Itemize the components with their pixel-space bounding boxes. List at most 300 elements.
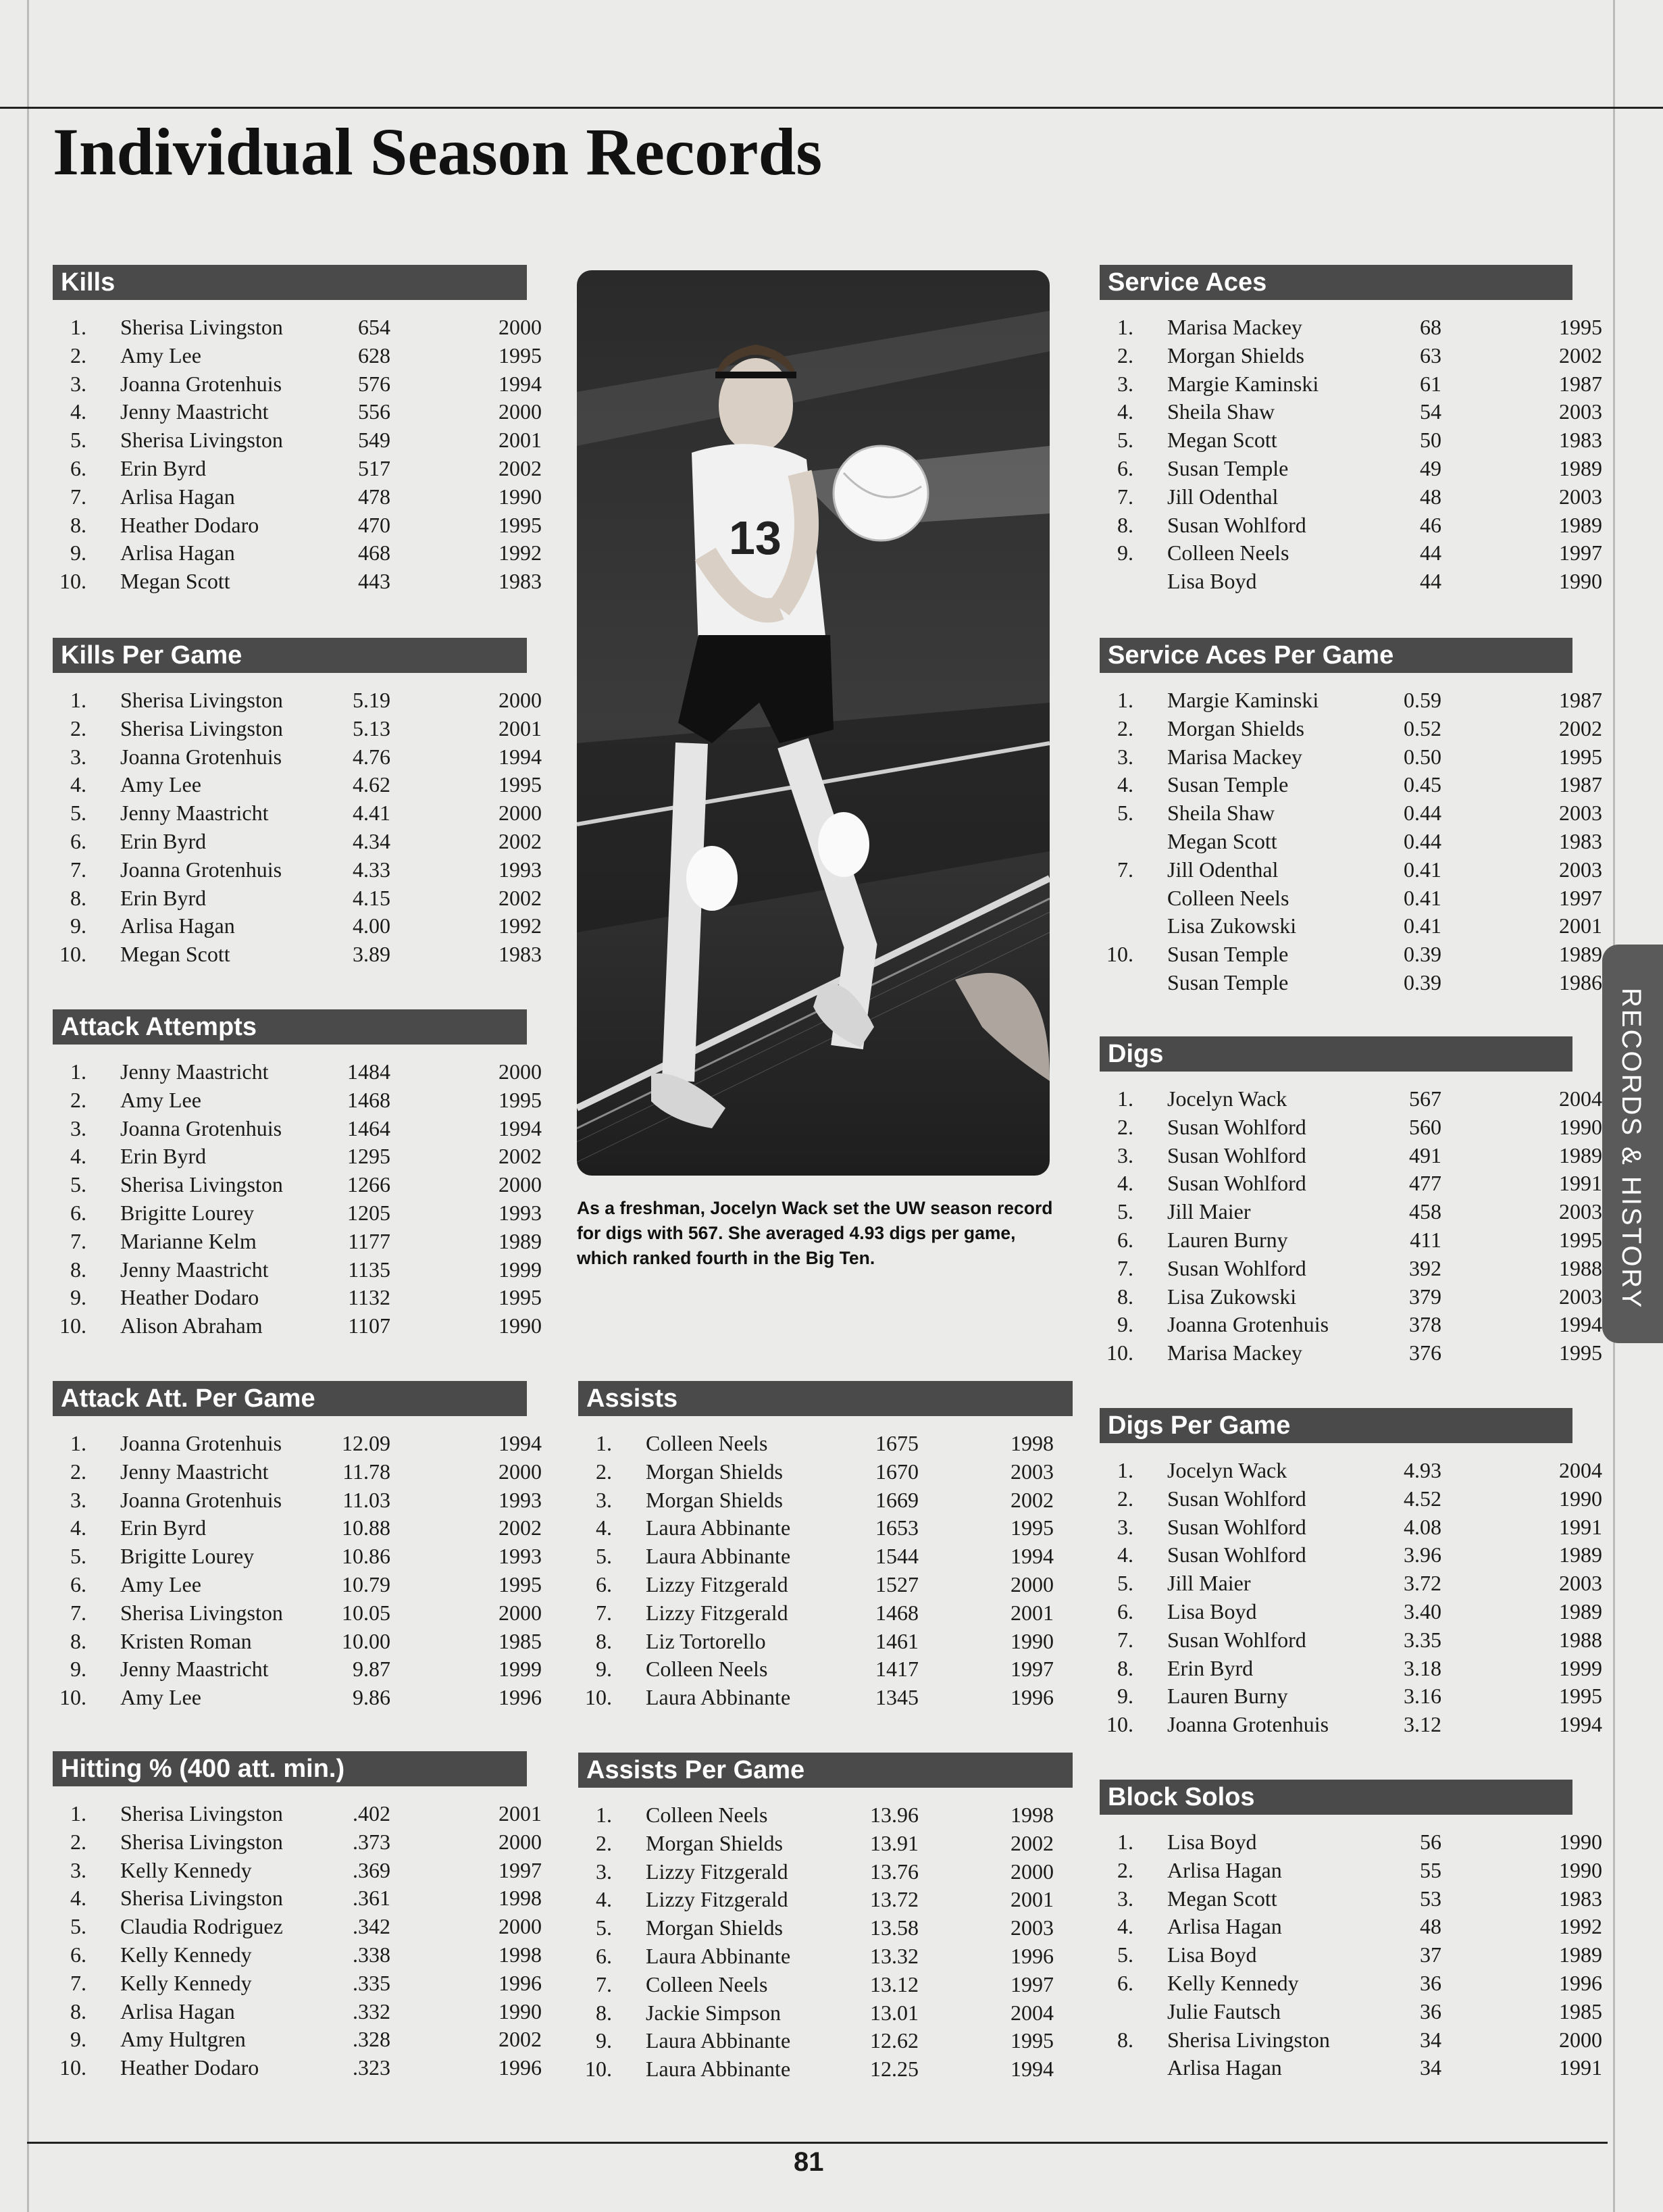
record-row xyxy=(578,1830,1073,1858)
player-name: Morgan Shields xyxy=(646,1915,783,1940)
rank-number: 5. xyxy=(1117,1571,1133,1596)
rank-number: 9. xyxy=(1117,1312,1133,1337)
rank-number: 5. xyxy=(70,1172,86,1197)
record-row xyxy=(53,1857,542,1885)
rank-number: 1. xyxy=(1117,315,1133,339)
record-year: 1990 xyxy=(498,1999,542,2024)
record-value: .332 xyxy=(353,1999,390,2024)
player-name: Arlisa Hagan xyxy=(120,913,235,938)
player-name: Sherisa Livingston xyxy=(1167,2027,1330,2052)
rank-number: 10. xyxy=(59,1685,86,1710)
record-year: 1996 xyxy=(498,2055,542,2080)
record-row xyxy=(1100,1085,1602,1113)
record-list xyxy=(578,1801,1073,2084)
record-list xyxy=(53,1430,542,1712)
rank-number: 7. xyxy=(70,1970,86,1995)
record-value: 11.78 xyxy=(342,1459,390,1484)
player-name: Susan Temple xyxy=(1167,942,1289,967)
player-name: Megan Scott xyxy=(1167,828,1277,853)
record-year: 2004 xyxy=(1559,1086,1602,1111)
record-row xyxy=(1100,1655,1602,1683)
record-year: 2003 xyxy=(1559,399,1602,424)
rank-number: 10. xyxy=(585,1685,612,1710)
player-photo xyxy=(577,270,1050,1176)
record-year: 1995 xyxy=(1559,1684,1602,1709)
record-row xyxy=(53,1115,542,1143)
record-row xyxy=(53,2026,542,2054)
record-value: 46 xyxy=(1420,512,1441,537)
rank-number: 8. xyxy=(1117,1655,1133,1680)
record-year: 1996 xyxy=(1559,1970,1602,1995)
record-row xyxy=(1100,1339,1602,1367)
record-value: 10.86 xyxy=(342,1544,390,1569)
record-year: 1994 xyxy=(1559,1712,1602,1737)
svg-text:13: 13 xyxy=(729,511,782,564)
record-row xyxy=(53,455,542,483)
player-name: Susan Wohlford xyxy=(1167,1542,1306,1567)
record-value: 556 xyxy=(358,399,390,424)
record-row xyxy=(1100,2054,1602,2082)
player-name: Jill Maier xyxy=(1167,1571,1251,1596)
record-value: 478 xyxy=(358,484,390,509)
record-value: 0.41 xyxy=(1404,857,1441,882)
record-year: 1995 xyxy=(498,1285,542,1310)
record-value: .342 xyxy=(353,1914,390,1939)
record-year: 2002 xyxy=(1559,715,1602,740)
record-value: .328 xyxy=(353,2027,390,2052)
record-row xyxy=(1100,342,1602,370)
rank-number: 1. xyxy=(70,315,86,339)
record-row xyxy=(1100,1598,1602,1626)
record-year: 1991 xyxy=(1559,1171,1602,1196)
rank-number: 5. xyxy=(70,1914,86,1939)
record-year: 2001 xyxy=(498,715,542,740)
record-value: 491 xyxy=(1409,1142,1441,1167)
rank-number: 9. xyxy=(596,2028,612,2053)
record-value: 68 xyxy=(1420,315,1441,339)
rank-number: 1. xyxy=(70,1059,86,1084)
record-value: 0.41 xyxy=(1404,885,1441,910)
player-name: Joanna Grotenhuis xyxy=(120,857,282,882)
photo-caption: As a freshman, Jocelyn Wack set the UW season record for digs with 567. She averaged 4.93 digs per game, which ranked fourth in the Big Ten. xyxy=(577,1198,1053,1268)
record-row xyxy=(578,1655,1073,1684)
player-name: Lizzy Fitzgerald xyxy=(646,1572,788,1597)
player-name: Erin Byrd xyxy=(120,455,207,480)
record-row xyxy=(53,1599,542,1628)
record-value: 1135 xyxy=(348,1257,390,1282)
section-attack-attempts xyxy=(53,1009,542,1340)
record-row xyxy=(53,1142,542,1171)
rank-number: 3. xyxy=(596,1487,612,1512)
player-name: Susan Temple xyxy=(1167,970,1289,995)
record-value: 13.58 xyxy=(870,1915,919,1940)
record-row xyxy=(578,1571,1073,1599)
rank-number: 8. xyxy=(1117,1284,1133,1309)
rank-number: 8. xyxy=(1117,512,1133,537)
record-year: 2000 xyxy=(1010,1572,1054,1597)
record-value: 1468 xyxy=(347,1087,390,1112)
player-name: Susan Wohlford xyxy=(1167,1171,1306,1196)
player-name: Sheila Shaw xyxy=(1167,399,1275,424)
record-year: 2002 xyxy=(498,1515,542,1540)
rank-number: 8. xyxy=(70,512,86,537)
rank-number: 2. xyxy=(70,715,86,740)
record-row xyxy=(1100,511,1602,540)
record-value: .335 xyxy=(353,1970,390,1995)
record-row xyxy=(53,1571,542,1599)
player-name: Susan Wohlford xyxy=(1167,1514,1306,1539)
section-assists xyxy=(578,1381,1073,1712)
rank-number: 5. xyxy=(1117,428,1133,453)
record-year: 1986 xyxy=(1559,970,1602,995)
record-list xyxy=(1100,1828,1602,2082)
record-value: 13.12 xyxy=(870,1971,919,1996)
rank-number: 5. xyxy=(1117,801,1133,826)
record-year: 1995 xyxy=(498,772,542,797)
record-year: 1997 xyxy=(1010,1657,1054,1682)
record-year: 2000 xyxy=(498,1914,542,1939)
rank-number: 4. xyxy=(1117,1542,1133,1567)
page-number: 81 xyxy=(794,2147,824,2177)
player-name: Morgan Shields xyxy=(1167,343,1304,368)
section-title: Digs xyxy=(1100,1036,1572,1072)
rank-number: 6. xyxy=(596,1943,612,1968)
player-name: Megan Scott xyxy=(120,569,230,594)
record-row xyxy=(53,1998,542,2026)
player-name: Joanna Grotenhuis xyxy=(120,371,282,396)
record-value: 0.44 xyxy=(1404,828,1441,853)
rank-number: 2. xyxy=(596,1459,612,1484)
player-name: Erin Byrd xyxy=(120,1144,207,1169)
record-year: 2003 xyxy=(1559,1199,1602,1224)
record-value: 1266 xyxy=(347,1172,390,1197)
record-year: 1988 xyxy=(1559,1255,1602,1280)
record-value: 576 xyxy=(358,371,390,396)
rank-number: 3. xyxy=(1117,1142,1133,1167)
rank-number: 10. xyxy=(59,942,86,967)
record-row xyxy=(1100,1885,1602,1913)
record-value: 1177 xyxy=(348,1228,390,1253)
rank-number: 7. xyxy=(1117,1627,1133,1652)
record-value: 1669 xyxy=(875,1487,919,1512)
record-year: 2003 xyxy=(1559,484,1602,509)
player-name: Jill Odenthal xyxy=(1167,857,1279,882)
record-row xyxy=(53,1256,542,1284)
record-row xyxy=(578,1684,1073,1712)
player-name: Jackie Simpson xyxy=(646,2000,781,2025)
record-value: 3.12 xyxy=(1404,1712,1441,1737)
record-value: 470 xyxy=(358,512,390,537)
record-year: 2000 xyxy=(498,1829,542,1854)
record-value: 34 xyxy=(1420,2027,1441,2052)
player-name: Megan Scott xyxy=(1167,1886,1277,1911)
record-year: 2002 xyxy=(498,455,542,480)
rank-number: 2. xyxy=(70,343,86,368)
rank-number: 7. xyxy=(70,1600,86,1625)
rank-number: 9. xyxy=(1117,1684,1133,1709)
record-value: 376 xyxy=(1409,1340,1441,1365)
rank-number: 7. xyxy=(1117,857,1133,882)
section-title: Assists xyxy=(578,1381,1073,1416)
record-row xyxy=(53,1913,542,1941)
record-row xyxy=(1100,828,1602,856)
record-value: 477 xyxy=(1409,1171,1441,1196)
record-row xyxy=(53,1969,542,1998)
record-value: .361 xyxy=(353,1886,390,1911)
record-year: 2003 xyxy=(1010,1915,1054,1940)
player-name: Erin Byrd xyxy=(120,828,207,853)
record-row xyxy=(1100,743,1602,772)
rank-number: 2. xyxy=(1117,1857,1133,1882)
record-year: 1996 xyxy=(498,1970,542,1995)
rank-number: 1. xyxy=(596,1803,612,1827)
player-name: Arlisa Hagan xyxy=(1167,2055,1282,2080)
record-year: 2002 xyxy=(1010,1487,1054,1512)
player-name: Kelly Kennedy xyxy=(1167,1970,1299,1995)
footer-rule xyxy=(27,2142,1608,2144)
rank-number: 1. xyxy=(70,688,86,712)
record-year: 1997 xyxy=(1010,1971,1054,1996)
rank-number: 10. xyxy=(59,569,86,594)
record-value: 458 xyxy=(1409,1199,1441,1224)
record-year: 1999 xyxy=(1559,1655,1602,1680)
record-value: 48 xyxy=(1420,484,1441,509)
record-year: 1989 xyxy=(1559,1942,1602,1967)
record-row xyxy=(1100,370,1602,399)
record-row xyxy=(53,313,542,342)
rank-number: 8. xyxy=(70,1999,86,2024)
record-year: 1995 xyxy=(498,1572,542,1597)
player-name: Erin Byrd xyxy=(1167,1655,1254,1680)
record-value: 560 xyxy=(1409,1114,1441,1139)
record-value: 0.52 xyxy=(1404,715,1441,740)
player-name: Susan Wohlford xyxy=(1167,1114,1306,1139)
record-year: 1983 xyxy=(1559,428,1602,453)
record-row xyxy=(53,856,542,884)
rank-number: 5. xyxy=(1117,1199,1133,1224)
record-value: 10.05 xyxy=(342,1600,390,1625)
record-row xyxy=(53,1458,542,1486)
record-row xyxy=(53,1514,542,1542)
record-value: 3.72 xyxy=(1404,1571,1441,1596)
record-row xyxy=(1100,1682,1602,1711)
record-row xyxy=(53,1884,542,1913)
record-year: 1983 xyxy=(1559,828,1602,853)
record-row xyxy=(1100,1311,1602,1339)
record-year: 1991 xyxy=(1559,2055,1602,2080)
record-value: 0.59 xyxy=(1404,688,1441,712)
record-year: 1993 xyxy=(498,857,542,882)
record-row xyxy=(1100,398,1602,426)
record-row xyxy=(578,1942,1073,1971)
rank-number: 3. xyxy=(70,1487,86,1512)
rank-number: 3. xyxy=(70,1115,86,1140)
volleyball-player-image xyxy=(577,270,1050,1176)
record-year: 1994 xyxy=(498,1115,542,1140)
player-name: Megan Scott xyxy=(120,942,230,967)
record-row xyxy=(578,1914,1073,1942)
player-name: Arlisa Hagan xyxy=(120,484,235,509)
player-name: Julie Fautsch xyxy=(1167,1999,1281,2024)
record-year: 1996 xyxy=(1010,1685,1054,1710)
section-digs xyxy=(1100,1036,1602,1367)
rank-number: 9. xyxy=(1117,541,1133,565)
rank-number: 4. xyxy=(596,1515,612,1540)
record-row xyxy=(53,1542,542,1571)
record-year: 2001 xyxy=(1559,913,1602,938)
record-row xyxy=(53,511,542,540)
record-year: 2000 xyxy=(1010,1859,1054,1884)
record-year: 1993 xyxy=(498,1487,542,1512)
rank-number: 10. xyxy=(1106,942,1133,967)
record-row xyxy=(1100,1828,1602,1857)
player-name: Joanna Grotenhuis xyxy=(120,1487,282,1512)
player-name: Sherisa Livingston xyxy=(120,715,283,740)
rank-number: 10. xyxy=(585,2057,612,2082)
record-row xyxy=(53,342,542,370)
record-year: 1997 xyxy=(1559,541,1602,565)
record-row xyxy=(1100,1969,1602,1998)
record-row xyxy=(578,1971,1073,1999)
record-value: 11.03 xyxy=(342,1487,390,1512)
record-row xyxy=(53,426,542,455)
player-name: Colleen Neels xyxy=(1167,541,1289,565)
record-row xyxy=(1100,1711,1602,1739)
record-value: 379 xyxy=(1409,1284,1441,1309)
record-year: 1989 xyxy=(498,1228,542,1253)
rank-number: 6. xyxy=(70,455,86,480)
player-name: Heather Dodaro xyxy=(120,2055,259,2080)
record-row xyxy=(53,1284,542,1312)
rank-number: 2. xyxy=(1117,1486,1133,1511)
player-name: Arlisa Hagan xyxy=(120,541,235,565)
record-row xyxy=(53,1628,542,1656)
player-name: Jenny Maastricht xyxy=(120,399,269,424)
record-row xyxy=(53,2054,542,2082)
record-row xyxy=(53,1430,542,1458)
section-service-aces xyxy=(1100,265,1602,596)
rank-number: 1. xyxy=(70,1431,86,1455)
record-row xyxy=(53,1086,542,1115)
player-name: Kelly Kennedy xyxy=(120,1942,252,1967)
section-title: Hitting % (400 att. min.) xyxy=(53,1751,527,1786)
record-year: 1988 xyxy=(1559,1627,1602,1652)
record-value: 1417 xyxy=(875,1657,919,1682)
record-year: 2000 xyxy=(1559,2027,1602,2052)
record-value: 411 xyxy=(1410,1227,1441,1252)
rank-number: 6. xyxy=(596,1572,612,1597)
record-value: 44 xyxy=(1420,541,1441,565)
record-row xyxy=(1100,1941,1602,1969)
rank-number: 2. xyxy=(70,1087,86,1112)
player-name: Alison Abraham xyxy=(120,1313,263,1338)
player-name: Jenny Maastricht xyxy=(120,1657,269,1682)
player-name: Susan Wohlford xyxy=(1167,1142,1306,1167)
player-name: Amy Lee xyxy=(120,1572,201,1597)
rank-number: 4. xyxy=(70,1886,86,1911)
record-row xyxy=(1100,1485,1602,1513)
record-value: 1653 xyxy=(875,1515,919,1540)
section-service-aces-per-game xyxy=(1100,638,1602,997)
record-list xyxy=(53,1800,542,2082)
record-value: 50 xyxy=(1420,428,1441,453)
record-value: 3.35 xyxy=(1404,1627,1441,1652)
rank-number: 5. xyxy=(70,801,86,826)
rank-number: 1. xyxy=(1117,1458,1133,1482)
side-tab-label: RECORDS & HISTORY xyxy=(1616,987,1646,1310)
section-title: Kills Per Game xyxy=(53,638,527,673)
record-row xyxy=(1100,1857,1602,1885)
record-value: .373 xyxy=(353,1829,390,1854)
player-name: Laura Abbinante xyxy=(646,1943,791,1968)
record-row xyxy=(53,1058,542,1086)
record-row xyxy=(1100,1198,1602,1226)
record-year: 1995 xyxy=(1559,1340,1602,1365)
record-year: 1991 xyxy=(1559,1514,1602,1539)
record-row xyxy=(1100,856,1602,884)
player-name: Sherisa Livingston xyxy=(120,1600,283,1625)
record-year: 1989 xyxy=(1559,512,1602,537)
record-row xyxy=(578,1858,1073,1886)
player-name: Sherisa Livingston xyxy=(120,315,283,339)
record-row xyxy=(53,398,542,426)
record-row xyxy=(53,1312,542,1340)
record-value: 3.18 xyxy=(1404,1655,1441,1680)
rank-number: 6. xyxy=(70,1942,86,1967)
record-value: 4.34 xyxy=(353,828,390,853)
record-row xyxy=(53,828,542,856)
record-row xyxy=(53,743,542,772)
record-value: 1675 xyxy=(875,1431,919,1455)
record-year: 2002 xyxy=(1010,1830,1054,1855)
rank-number: 7. xyxy=(70,484,86,509)
record-value: 12.25 xyxy=(870,2057,919,2082)
rank-number: 5. xyxy=(596,1544,612,1569)
record-value: 1468 xyxy=(875,1600,919,1625)
record-list xyxy=(578,1430,1073,1712)
record-value: 53 xyxy=(1420,1886,1441,1911)
rank-number: 7. xyxy=(70,1228,86,1253)
player-name: Megan Scott xyxy=(1167,428,1277,453)
rank-number: 2. xyxy=(70,1459,86,1484)
rank-number: 8. xyxy=(70,1628,86,1653)
record-value: 48 xyxy=(1420,1914,1441,1939)
record-year: 2002 xyxy=(1559,343,1602,368)
record-row xyxy=(53,539,542,568)
record-value: 392 xyxy=(1409,1255,1441,1280)
record-value: 13.32 xyxy=(870,1943,919,1968)
record-value: 34 xyxy=(1420,2055,1441,2080)
record-value: 44 xyxy=(1420,569,1441,594)
player-name: Colleen Neels xyxy=(646,1431,768,1455)
player-name: Laura Abbinante xyxy=(646,1544,791,1569)
record-value: 628 xyxy=(358,343,390,368)
record-row xyxy=(53,1228,542,1256)
record-year: 1983 xyxy=(1559,1886,1602,1911)
rank-number: 10. xyxy=(59,2055,86,2080)
record-value: 1205 xyxy=(347,1200,390,1225)
record-value: 61 xyxy=(1420,371,1441,396)
page-title: Individual Season Records xyxy=(53,114,823,189)
record-value: 56 xyxy=(1420,1830,1441,1854)
record-value: 517 xyxy=(358,455,390,480)
rank-number: 4. xyxy=(70,399,86,424)
rank-number: 9. xyxy=(70,1285,86,1310)
player-name: Jill Maier xyxy=(1167,1199,1251,1224)
record-value: 49 xyxy=(1420,455,1441,480)
record-year: 1994 xyxy=(1559,1312,1602,1337)
player-name: Marisa Mackey xyxy=(1167,744,1302,769)
